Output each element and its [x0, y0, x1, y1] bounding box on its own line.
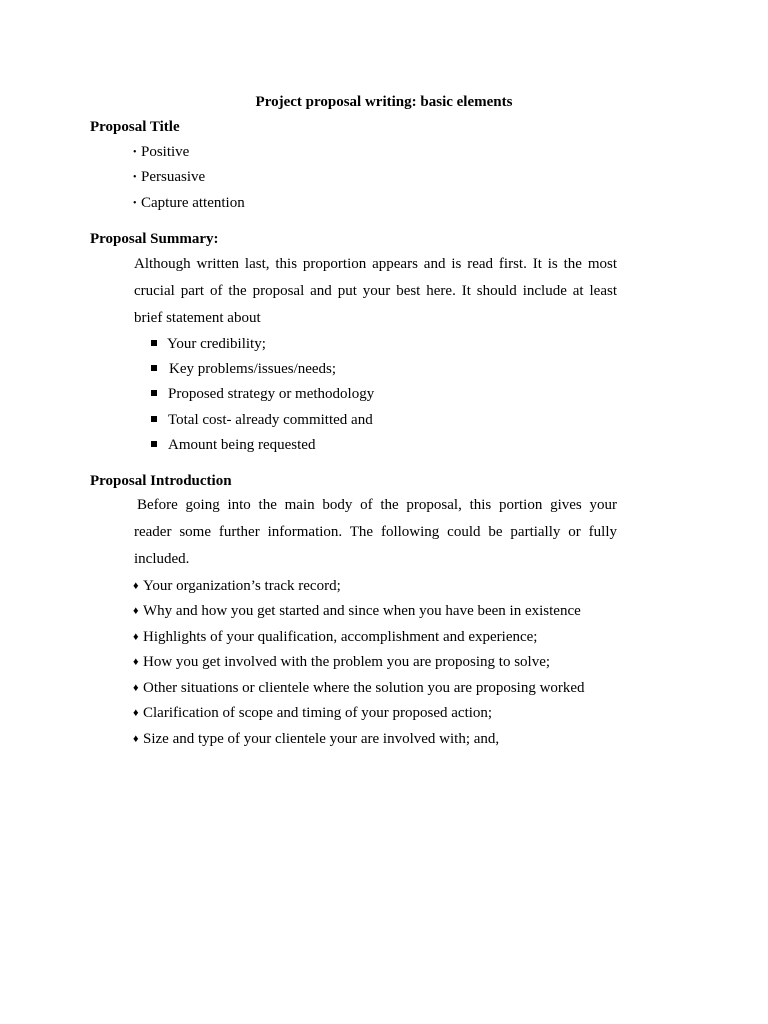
proposal-summary-paragraph: Although written last, this proportion appears and is read first. It is the most crucial part of the proposal and put your best here. It should include at least brief statement about	[134, 256, 617, 326]
list-item: ♦ Clarification of scope and timing of your proposed action;	[133, 705, 493, 721]
proposal-summary-heading: Proposal Summary:	[90, 231, 219, 247]
square-bullet-icon	[151, 390, 157, 396]
diamond-bullet-icon: ♦	[133, 580, 139, 592]
list-item: Total cost- already committed and	[151, 411, 373, 430]
bullet-dot-icon: •	[133, 198, 137, 209]
list-item: ♦ Other situations or clientele where the solution you are proposing worked	[133, 680, 585, 696]
diamond-bullet-icon: ♦	[133, 605, 139, 617]
proposal-introduction-paragraph: Before going into the main body of the proposal, this portion gives your reader some further information. The following could be partially or fully included.	[134, 497, 617, 567]
list-item: • Persuasive	[133, 169, 206, 185]
list-item: • Capture attention	[133, 195, 245, 211]
square-bullet-icon	[151, 416, 157, 422]
square-bullet-icon	[151, 365, 157, 371]
proposal-introduction-heading: Proposal Introduction	[90, 473, 232, 489]
diamond-bullet-icon: ♦	[133, 656, 139, 668]
list-item: • Positive	[133, 144, 190, 160]
bullet-dot-icon: •	[133, 147, 137, 158]
document-title: Project proposal writing: basic elements	[255, 94, 513, 110]
square-bullet-icon	[151, 441, 157, 447]
proposal-title-heading: Proposal Title	[90, 119, 180, 135]
list-item: ♦ Why and how you get started and since when you have been in existence	[133, 603, 581, 619]
diamond-bullet-icon: ♦	[133, 682, 139, 694]
list-item: ♦ How you get involved with the problem you are proposing to solve;	[133, 654, 551, 670]
list-item: Proposed strategy or methodology	[151, 385, 374, 404]
list-item: ♦ Your organization’s track record;	[133, 578, 341, 594]
bullet-dot-icon: •	[133, 172, 137, 183]
diamond-bullet-icon: ♦	[133, 631, 139, 643]
diamond-bullet-icon: ♦	[133, 707, 139, 719]
diamond-bullet-icon: ♦	[133, 733, 139, 745]
list-item: Amount being requested	[151, 436, 315, 455]
list-item: Key problems/issues/needs;	[151, 360, 336, 379]
list-item: ♦ Highlights of your qualification, accomplishment and experience;	[133, 629, 538, 645]
list-item: ♦ Size and type of your clientele your are involved with; and,	[133, 731, 500, 747]
square-bullet-icon	[151, 340, 157, 346]
list-item: Your credibility;	[151, 335, 266, 354]
